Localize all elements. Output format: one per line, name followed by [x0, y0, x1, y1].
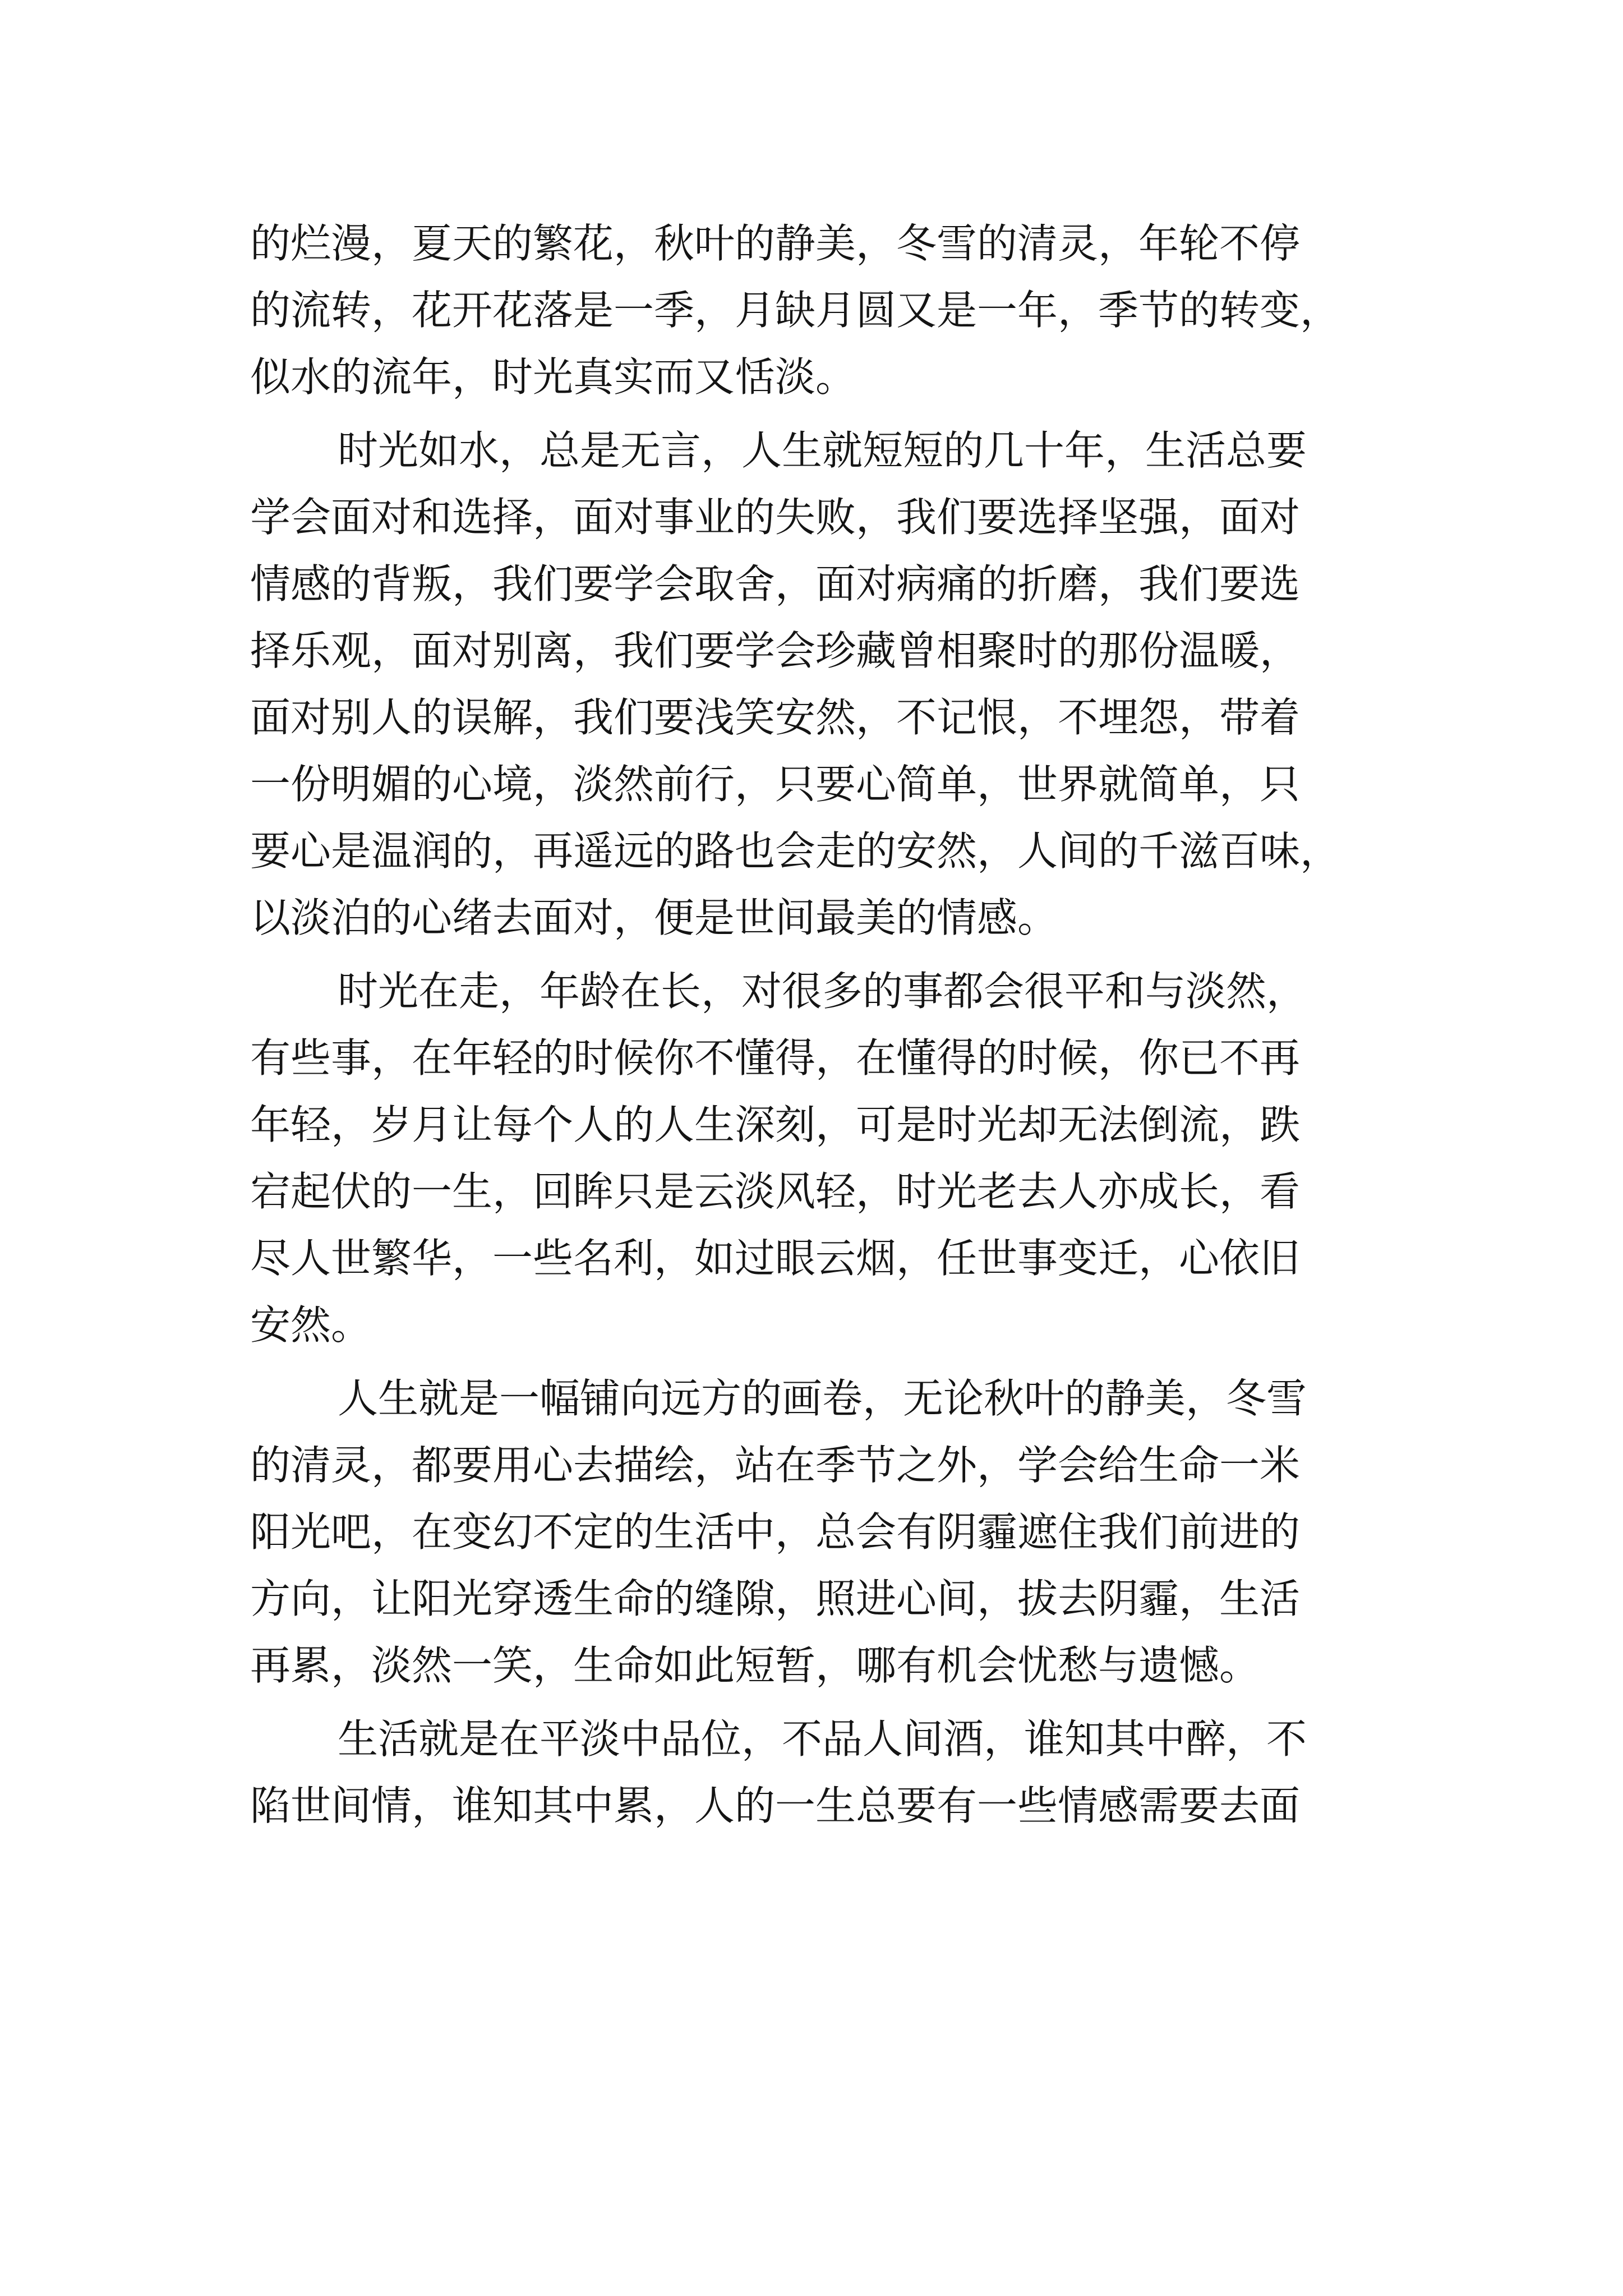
text-line: 时光在走，年龄在长，对很多的事都会很平和与淡然，: [338, 968, 1307, 1015]
text-line: 安然。: [250, 1301, 372, 1349]
paragraph-1: [250, 210, 1386, 411]
text-line: 人生就是一幅铺向远方的画卷，无论秋叶的静美，冬雪: [338, 1375, 1307, 1422]
text-line: 尽人世繁华，一些名利，如过眼云烟，任世事变迁，心依旧: [250, 1235, 1301, 1282]
paragraph-2: [250, 417, 1386, 951]
text-line: 情感的背叛，我们要学会取舍，面对病痛的折磨，我们要选: [250, 560, 1301, 608]
text-line: 有些事，在年轻的时候你不懂得，在懂得的时候，你已不再: [250, 1034, 1301, 1082]
paragraph-3: [250, 958, 1386, 1359]
paragraph-5: [250, 1706, 1386, 1839]
text-line: 学会面对和选择，面对事业的失败，我们要选择坚强，面对: [250, 494, 1301, 541]
text-line: 宕起伏的一生，回眸只是云淡风轻，时光老去人亦成长，看: [250, 1168, 1301, 1215]
text-line: 生活就是在平淡中品位，不品人间酒，谁知其中醉，不: [338, 1715, 1307, 1763]
paragraph-4: [250, 1365, 1386, 1699]
text-line: 择乐观，面对别离，我们要学会珍藏曾相聚时的那份温暖，: [250, 627, 1301, 674]
text-line: 的烂漫，夏天的繁花，秋叶的静美，冬雪的清灵，年轮不停: [250, 220, 1301, 267]
text-line: 的流转，花开花落是一季，月缺月圆又是一年，季节的转变，: [250, 287, 1341, 334]
text-line: 陷世间情，谁知其中累，人的一生总要有一些情感需要去面: [250, 1782, 1301, 1829]
text-line: 时光如水，总是无言，人生就短短的几十年，生活总要: [338, 427, 1307, 474]
text-line: 要心是温润的，再遥远的路也会走的安然，人间的千滋百味，: [250, 827, 1341, 875]
text-line: 以淡泊的心绪去面对，便是世间最美的情感。: [250, 894, 1058, 941]
text-line: 面对别人的误解，我们要浅笑安然，不记恨，不埋怨，带着: [250, 694, 1301, 741]
body-text: [250, 210, 1386, 1839]
text-line: 方向，让阳光穿透生命的缝隙，照进心间，拔去阴霾，生活: [250, 1575, 1301, 1622]
text-line: 的清灵，都要用心去描绘，站在季节之外，学会给生命一米: [250, 1442, 1301, 1489]
text-line: 一份明媚的心境，淡然前行，只要心简单，世界就简单，只: [250, 761, 1301, 808]
text-line: 似水的流年，时光真实而又恬淡。: [250, 353, 856, 401]
text-line: 再累，淡然一笑，生命如此短暂，哪有机会忧愁与遗憾。: [250, 1642, 1260, 1689]
text-line: 阳光吧，在变幻不定的生活中，总会有阴霾遮住我们前进的: [250, 1508, 1301, 1556]
text-line: 年轻，岁月让每个人的人生深刻，可是时光却无法倒流，跌: [250, 1101, 1301, 1148]
